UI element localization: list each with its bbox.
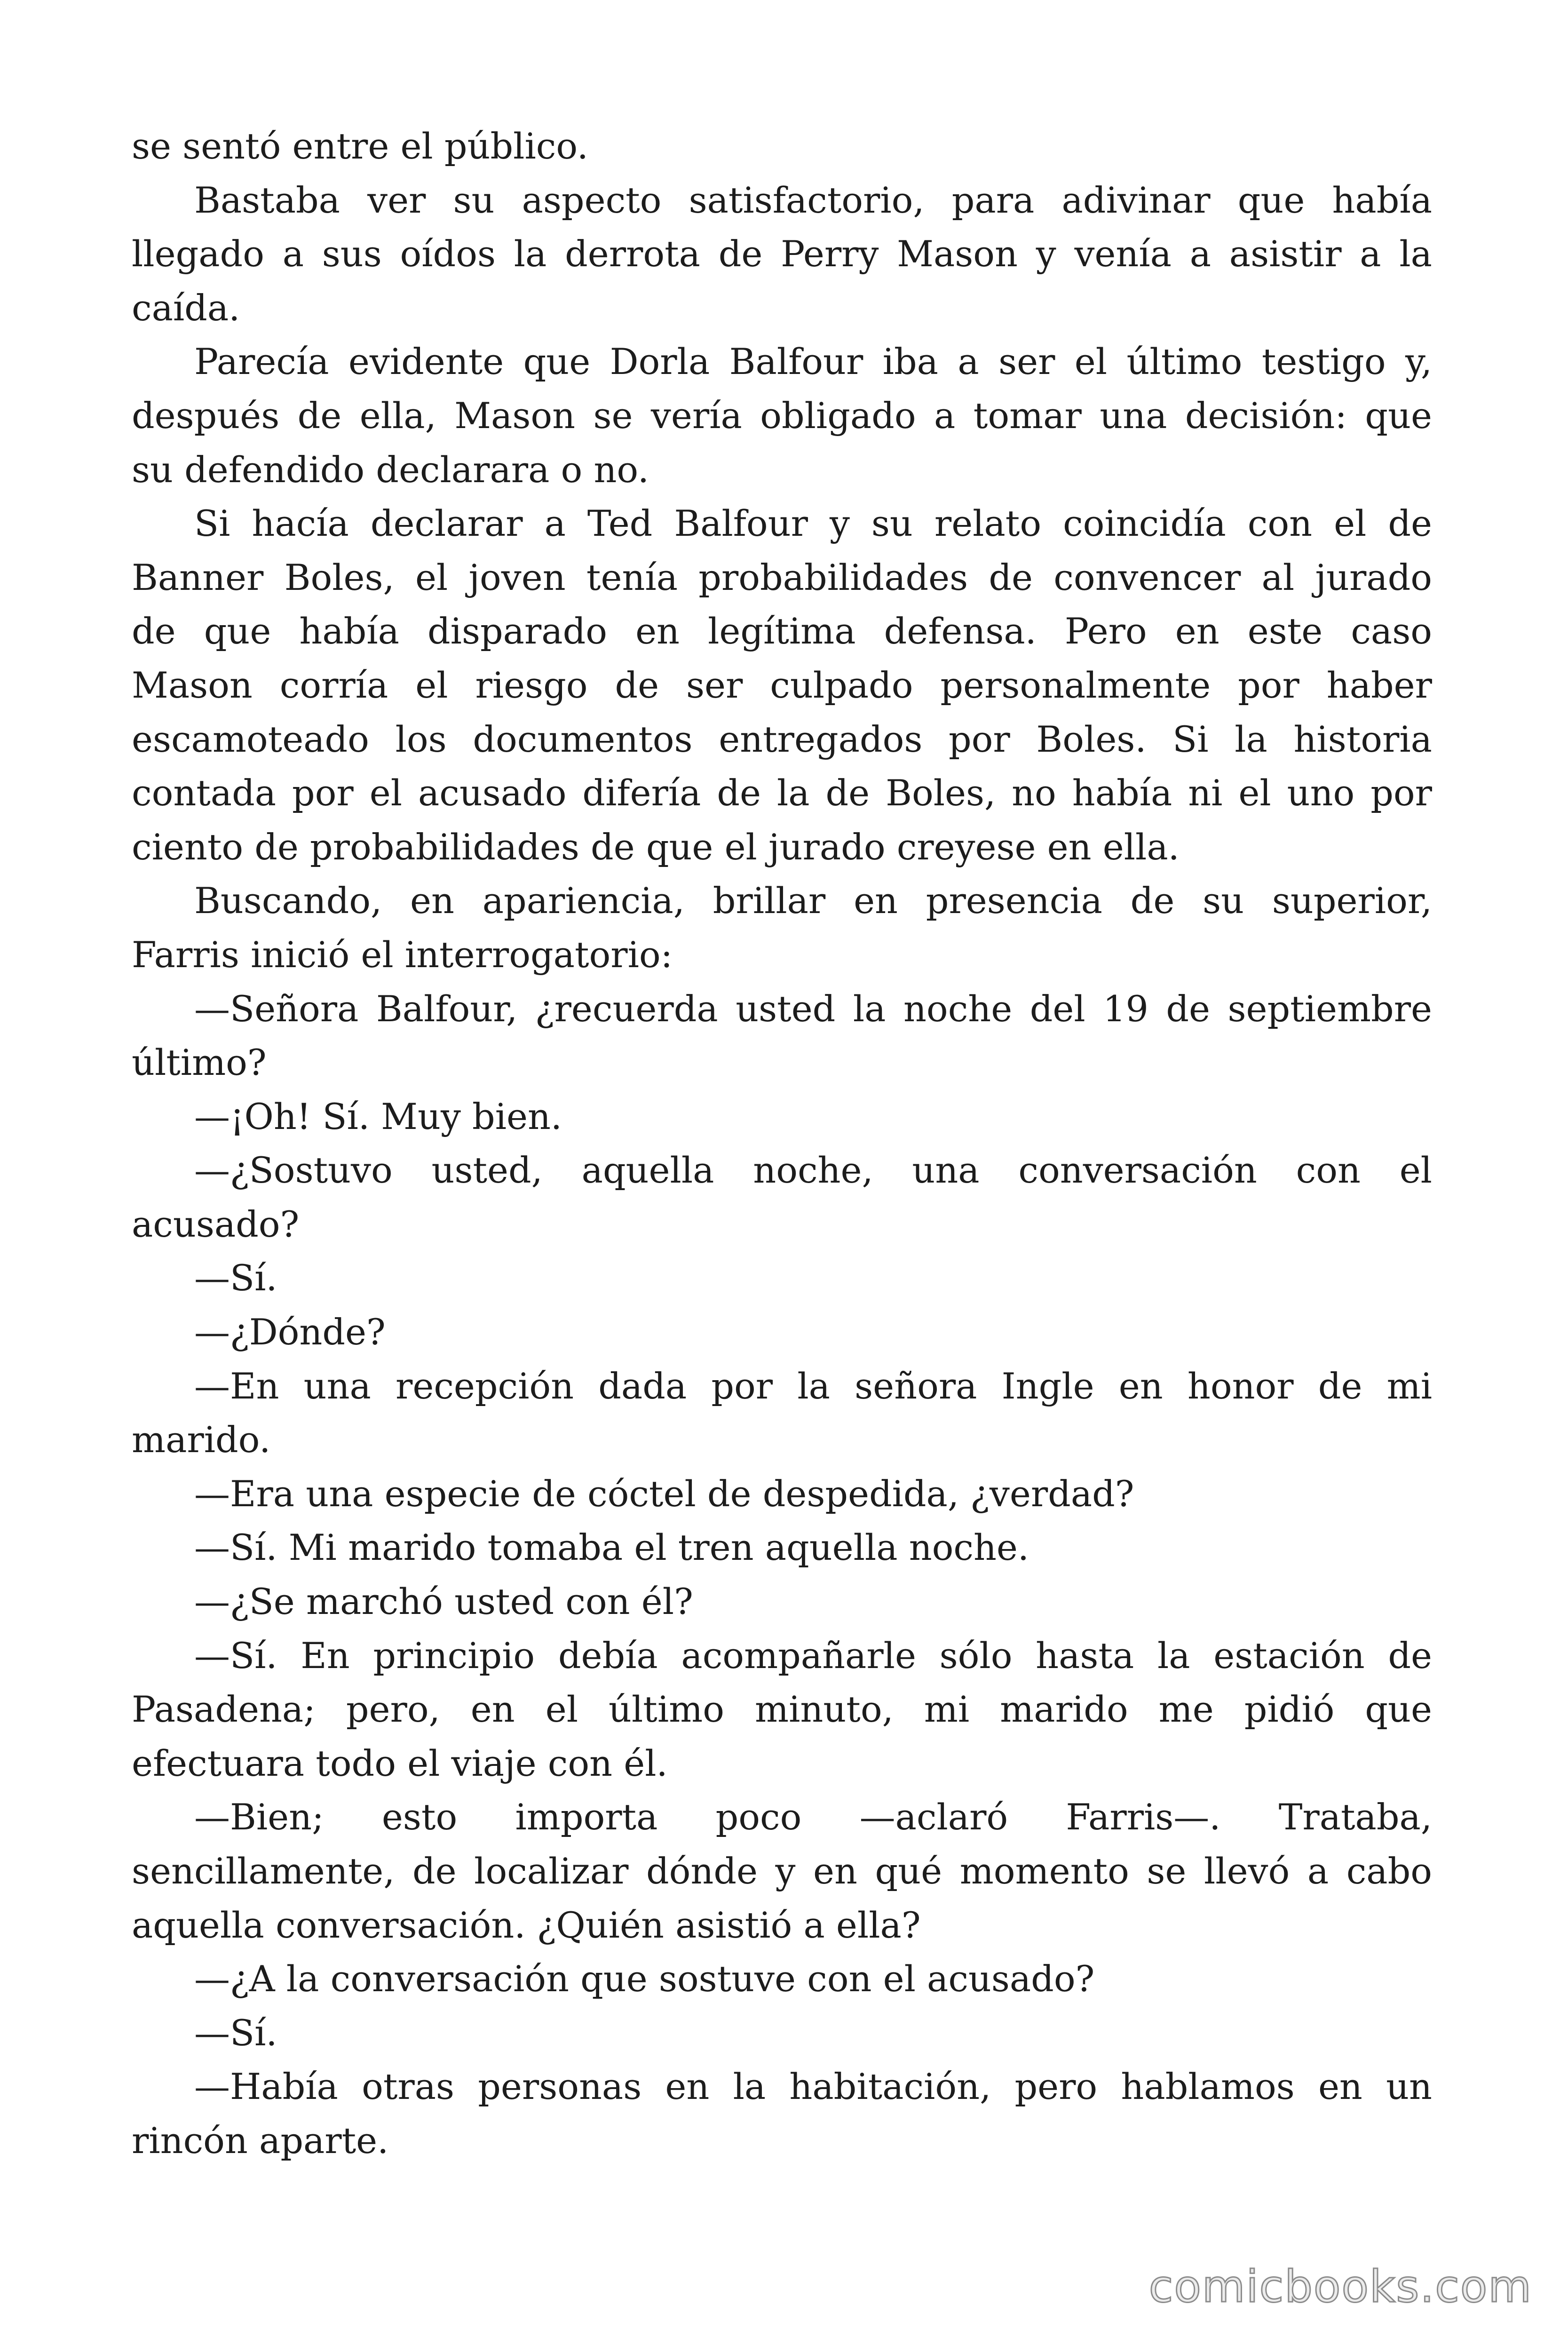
- text-line: rincón aparte.: [132, 2119, 389, 2161]
- text-line: su defendido declarara o no.: [132, 448, 649, 491]
- text-line: Buscando, en apariencia, brillar en presencia de su superior,: [194, 880, 1432, 922]
- dialogue-paragraph: [132, 982, 1432, 1090]
- paragraph: [132, 335, 1432, 497]
- text-line: llegado a sus oídos la derrota de Perry Mason y venía a asistir a la: [132, 233, 1432, 275]
- dialogue-paragraph: [132, 1144, 1432, 1251]
- text-line: —Sí. En principio debía acompañarle sólo hasta la estación de: [194, 1634, 1432, 1677]
- text-line: después de ella, Mason se vería obligado a tomar una decisión: que: [132, 394, 1432, 437]
- text-line: —¿Se marchó usted con él?: [194, 1581, 693, 1623]
- text-line: —En una recepción dada por la señora Ingle en honor de mi: [194, 1365, 1432, 1407]
- text-line: —Era una especie de cóctel de despedida, ¿verdad?: [194, 1472, 1134, 1515]
- paragraph: [132, 174, 1432, 335]
- dialogue-paragraph: [132, 1952, 1432, 2006]
- text-line: Pasadena; pero, en el último minuto, mi marido me pidió que: [132, 1688, 1432, 1731]
- text-line: aquella conversación. ¿Quién asistió a ella?: [132, 1904, 921, 1946]
- text-line: Banner Boles, el joven tenía probabilidades de convencer al jurado: [132, 556, 1432, 598]
- text-line: marido.: [132, 1419, 271, 1461]
- paragraph: [132, 497, 1432, 874]
- paragraph: [132, 119, 1432, 174]
- dialogue-paragraph: [132, 1090, 1432, 1144]
- dialogue-paragraph: [132, 1305, 1432, 1359]
- text-line: acusado?: [132, 1203, 300, 1245]
- text-line: Bastaba ver su aspecto satisfactorio, para adivinar que había: [194, 179, 1432, 221]
- text-line: —Había otras personas en la habitación, pero hablamos en un: [194, 2066, 1432, 2108]
- text-line: —¿A la conversación que sostuve con el acusado?: [194, 1958, 1095, 2000]
- dialogue-paragraph: [132, 1467, 1432, 1521]
- dialogue-paragraph: [132, 1790, 1432, 1952]
- watermark: comicbooks.com: [1148, 2261, 1532, 2312]
- text-line: —¿Sostuvo usted, aquella noche, una conversación con el: [194, 1149, 1432, 1192]
- dialogue-paragraph: [132, 1251, 1432, 1305]
- dialogue-paragraph: [132, 1521, 1432, 1575]
- text-line: —Bien; esto importa poco —aclaró Farris—. Trataba,: [194, 1796, 1432, 1838]
- text-line: —¿Dónde?: [194, 1311, 386, 1353]
- text-line: contada por el acusado difería de la de Boles, no había ni el uno por: [132, 772, 1432, 814]
- text-line: de que había disparado en legítima defensa. Pero en este caso: [132, 610, 1432, 652]
- text-line: —Señora Balfour, ¿recuerda usted la noche del 19 de septiembre: [194, 987, 1432, 1030]
- dialogue-paragraph: [132, 1575, 1432, 1629]
- text-line: último?: [132, 1041, 267, 1084]
- text-line: efectuara todo el viaje con él.: [132, 1742, 668, 1784]
- text-line: Mason corría el riesgo de ser culpado personalmente por haber: [132, 664, 1432, 706]
- dialogue-paragraph: [132, 1629, 1432, 1791]
- dialogue-paragraph: [132, 2006, 1432, 2060]
- body-text: [132, 119, 1432, 2168]
- dialogue-paragraph: [132, 2060, 1432, 2168]
- dialogue-paragraph: [132, 1359, 1432, 1467]
- text-line: Farris inició el interrogatorio:: [132, 933, 673, 976]
- text-line: —Sí. Mi marido tomaba el tren aquella noche.: [194, 1526, 1029, 1569]
- text-line: se sentó entre el público.: [132, 125, 588, 167]
- text-line: Parecía evidente que Dorla Balfour iba a ser el último testigo y,: [194, 341, 1432, 383]
- text-line: sencillamente, de localizar dónde y en qué momento se llevó a cabo: [132, 1850, 1432, 1892]
- paragraph: [132, 874, 1432, 982]
- text-line: caída.: [132, 286, 240, 329]
- text-line: —¡Oh! Sí. Muy bien.: [194, 1095, 562, 1137]
- text-line: —Sí.: [194, 1257, 277, 1299]
- text-line: ciento de probabilidades de que el jurado creyese en ella.: [132, 826, 1180, 868]
- text-line: —Sí.: [194, 2011, 277, 2054]
- text-line: escamoteado los documentos entregados por Boles. Si la historia: [132, 718, 1432, 760]
- text-line: Si hacía declarar a Ted Balfour y su relato coincidía con el de: [194, 502, 1432, 545]
